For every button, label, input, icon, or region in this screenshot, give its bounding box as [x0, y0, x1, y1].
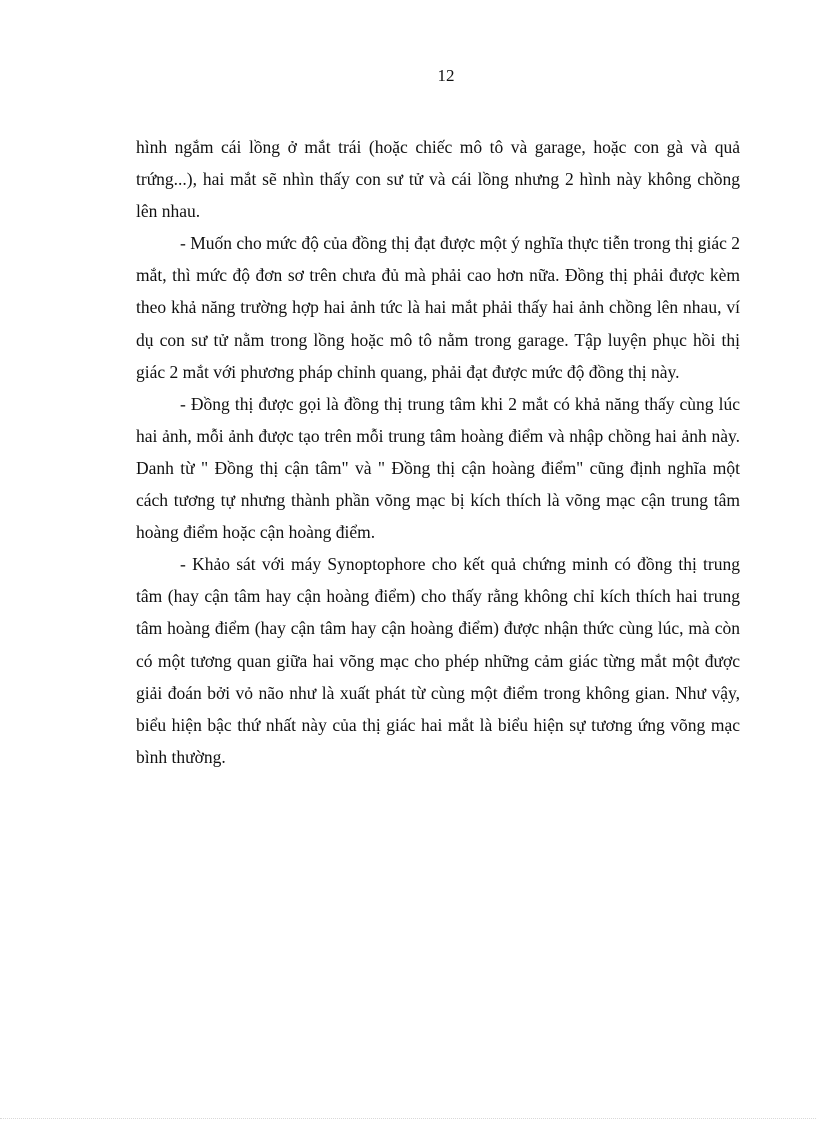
- bottom-dotted-rule: [0, 1118, 816, 1119]
- paragraph-continuation: hình ngắm cái lồng ở mắt trái (hoặc chiếc mô tô và garage, hoặc con gà và quả trứng...), hai mắt sẽ nhìn thấy con sư tử và cái lồng nhưng 2 hình này không chồng lên nhau.: [136, 137, 740, 222]
- paragraph-simultaneous-perception: - Muốn cho mức độ của đồng thị đạt được một ý nghĩa thực tiễn trong thị giác 2 mắt, thì mức độ đơn sơ trên chưa đủ mà phải cao hơn nữa. Đồng thị phải được kèm theo khả năng trường hợp hai ảnh tức là hai mắt phải thấy hai ảnh chồng lên nhau, ví dụ con sư tử nằm trong lồng hoặc mô tô nằm trong garage. Tập luyện phục hồi thị giác 2 mắt với phương pháp chỉnh quang, phải đạt được mức độ đồng thị này.: [136, 233, 740, 382]
- paragraph-synoptophore: - Khảo sát với máy Synoptophore cho kết quả chứng minh có đồng thị trung tâm (hay cận tâm hay cận hoàng điểm) cho thấy rằng không chỉ kích thích hai trung tâm hoàng điểm (hay cận tâm hay cận hoàng điểm) được nhận thức cùng lúc, mà còn có một tương quan giữa hai võng mạc cho phép những cảm giác từng mắt một được giải đoán bởi vỏ não như là xuất phát từ cùng một điểm trong không gian. Như vậy, biểu hiện bậc thứ nhất này của thị giác hai mắt là biểu hiện sự tương ứng võng mạc bình thường.: [136, 554, 740, 767]
- page-number: 12: [437, 66, 455, 85]
- paragraph-central-simultaneous-perception: - Đồng thị được gọi là đồng thị trung tâm khi 2 mắt có khả năng thấy cùng lúc hai ảnh, mỗi ảnh được tạo trên mỗi trung tâm hoàng điểm và nhập chồng hai ảnh này. Danh từ " Đồng thị cận tâm" và " Đồng thị cận hoàng điểm" cũng định nghĩa một cách tương tự nhưng thành phần võng mạc bị kích thích là võng mạc cận trung tâm hoàng điểm hoặc cận hoàng điểm.: [136, 393, 740, 543]
- body-text: [136, 131, 740, 773]
